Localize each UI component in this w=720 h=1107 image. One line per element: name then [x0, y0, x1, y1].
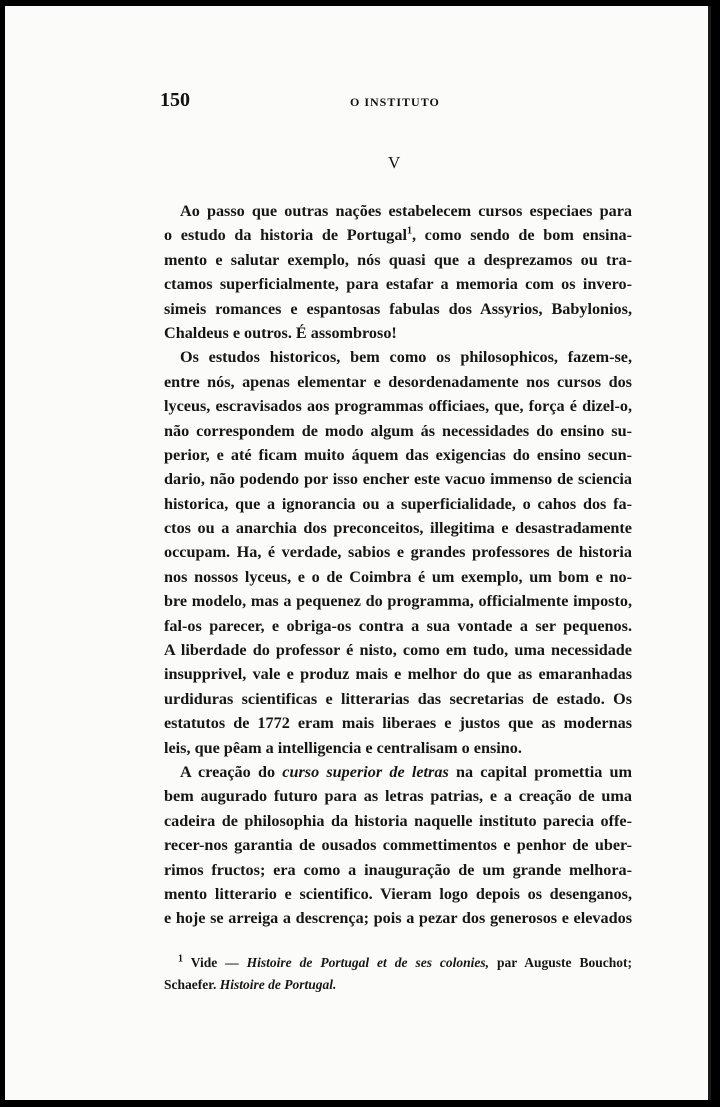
text-line: ctamos superficialmente, para estafar a memoria com os invero-	[164, 275, 632, 294]
text-line: mento litterario e scientifico. Vieram logo depois os desenganos,	[164, 884, 632, 903]
text-segment: par Auguste Bouchot;	[489, 955, 632, 970]
text-line: leis, que pêam a intelligencia e centralisam o ensino.	[164, 738, 522, 757]
running-title: O INSTITUTO	[350, 95, 440, 109]
text-line: historica, que a ignorancia ou a superficialidade, o cahos dos fa-	[164, 494, 632, 513]
footnote	[164, 952, 632, 996]
book-page	[5, 6, 711, 1100]
footnote-marker: 1	[178, 953, 183, 965]
text-segment: A creação do	[180, 762, 283, 781]
italic-text: curso superior de letras	[282, 762, 449, 781]
page-header	[160, 89, 633, 117]
text-line: entre nós, apenas elementar e desordenadamente nos cursos dos	[164, 372, 632, 391]
text-line: A liberdade do professor é nisto, como em tudo, uma necessidade	[164, 641, 632, 660]
text-line: mento e salutar exemplo, nós quasi que a desprezamos ou tra-	[164, 250, 632, 269]
text-line: ctos ou a anarchia dos preconceitos, illegitima e desastradamente	[164, 519, 632, 538]
text-line: occupam. Ha, é verdade, sabios e grandes professores de historia	[164, 543, 632, 562]
text-line: dario, não podendo por isso encher este vacuo immenso de sciencia	[164, 470, 632, 489]
text-line: recer-nos garantia de ousados commettimentos e penhor de uber-	[164, 836, 632, 855]
text-line: cadeira de philosophia da historia naquelle instituto parecia offe-	[164, 811, 632, 830]
text-line: estatutos de 1772 eram mais liberaes e justos que as modernas	[164, 714, 632, 733]
section-heading: V	[388, 153, 401, 172]
footnote-line	[164, 952, 632, 974]
text-line	[164, 760, 632, 784]
text-line: bem augurado futuro para as letras patrias, e a creação de uma	[164, 787, 632, 806]
text-line: Ao passo que outras nações estabelecem cursos especiaes para	[180, 202, 632, 220]
text-segment: na capital promettia um	[448, 762, 632, 781]
text-line: fal-os parecer, e obriga-os contra a sua vontade a ser pequenos.	[164, 616, 632, 635]
text-line: Os estudos historicos, bem como os philosophicos, fazem-se,	[180, 348, 632, 367]
text-line: e hoje se arreiga a descrença; pois a pezar dos generosos e elevados	[164, 909, 632, 928]
text-line: rimos fructos; era como a inauguração de um grande melhora-	[164, 860, 632, 879]
text-line: Chaldeus e outros. É assombroso!	[164, 323, 397, 342]
footnote-reference: 1	[406, 226, 412, 237]
text-line: perior, e até ficam muito áquem das exigencias do ensino secun-	[164, 445, 632, 464]
text-line: nos nossos lyceus, e o de Coimbra é um exemplo, um bom e no-	[164, 567, 632, 586]
text-segment: Schaefer.	[164, 977, 220, 992]
body-text	[164, 199, 632, 931]
text-line: urdiduras scientificas e litterarias das secretarias de estado. Os	[164, 689, 632, 708]
text-segment: , como sendo de bom ensina-	[411, 226, 632, 245]
italic-text: Histoire de Portugal et de ses colonies,	[246, 955, 490, 970]
text-line: simeis romances e espantosas fabulas dos Assyrios, Babylonios,	[164, 299, 632, 318]
text-line: não correspondem de modo algum ás necessidades do ensino su-	[164, 421, 632, 440]
text-line: insupprivel, vale e produz mais e melhor do que as emaranhadas	[164, 665, 632, 684]
text-line: bre modelo, mas a pequenez do programma, officialmente imposto,	[164, 592, 632, 611]
italic-text: Histoire de Portugal.	[219, 977, 337, 992]
text-line	[164, 223, 632, 247]
footnote-line	[164, 974, 632, 996]
page-number: 150	[160, 89, 190, 111]
text-segment: Vide —	[183, 955, 247, 970]
text-line: lyceus, escravisados aos programmas officiaes, que, força é dizel-o,	[164, 397, 632, 416]
text-segment: o estudo da historia de Portugal	[164, 226, 407, 245]
